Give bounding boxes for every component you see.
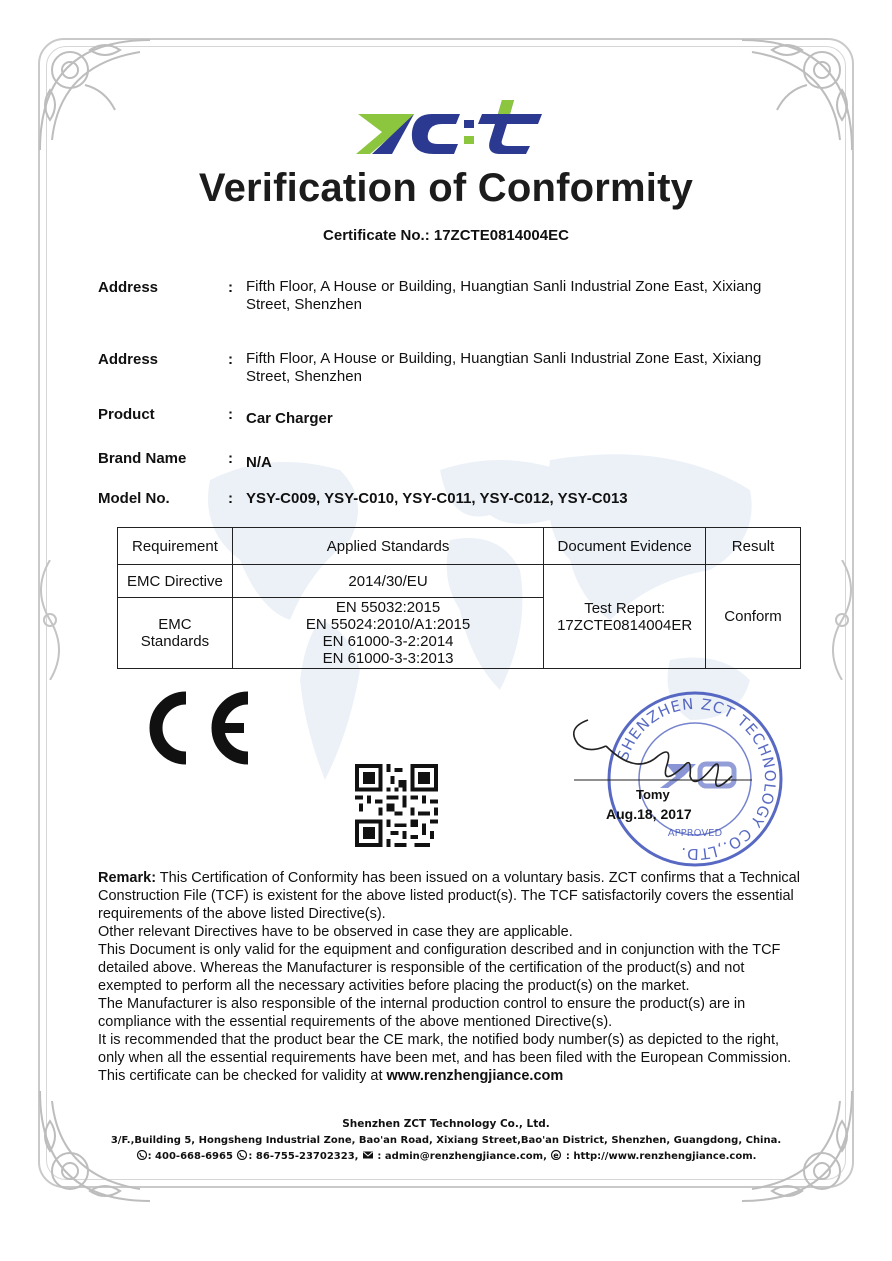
ce-mark-icon	[136, 690, 256, 766]
corner-ornament-icon	[30, 30, 160, 160]
standard-line: EN 61000-3-2:2014	[322, 633, 454, 650]
result-cell: Conform	[706, 565, 801, 669]
table-header-cell: Result	[706, 528, 801, 565]
field-label: Address	[98, 351, 159, 368]
remark-paragraph: This Document is only valid for the equipment and configuration described and in conjunction with the TCF detailed above. Whereas the Manufacturer is responsible of the certification of the product(s) and not exempted to perform all the necessary activities before placing the product(s) on the market.	[98, 942, 781, 994]
table-header-cell: Document Evidence	[544, 528, 706, 565]
footer-company-name: Shenzhen ZCT Technology Co., Ltd.	[342, 1118, 550, 1130]
side-ornament-icon	[30, 560, 70, 680]
remark-paragraph	[98, 869, 804, 923]
phone-icon	[136, 1150, 148, 1160]
requirement-line: EMC	[158, 616, 192, 633]
document-title: Verification of Conformity	[198, 166, 694, 210]
field-value: Car Charger	[246, 410, 333, 427]
field-value: Fifth Floor, A House or Building, Huangtian Sanli Industrial Zone East, Xixiang Street, Shenzhen	[246, 350, 762, 385]
evidence-report-number: 17ZCTE0814004ER	[557, 616, 693, 634]
field-label: Model No.	[98, 490, 170, 507]
stamp-text: SHENZHEN ZCT TECHNOLOGY CO.,LTD.	[613, 694, 780, 864]
evidence-label: Test Report:	[584, 599, 666, 617]
footer-tel: : 400-668-6965	[147, 1151, 233, 1162]
field-colon: :	[228, 351, 233, 368]
email-icon	[362, 1150, 374, 1160]
field-value: N/A	[246, 454, 272, 471]
svg-text:e: e	[553, 1151, 560, 1160]
standard-line: EN 55032:2015	[335, 599, 441, 616]
fax-icon	[236, 1150, 248, 1160]
field-colon: :	[228, 450, 233, 467]
field-label: Address	[98, 279, 159, 296]
document-evidence-cell	[544, 565, 706, 669]
remark-paragraph: The Manufacturer is also responsible of the internal production control to ensure the product(s) are in compliance with the essential requirements of the above mentioned Directive(s).	[98, 996, 746, 1030]
certificate-number-label: Certificate No.:	[323, 227, 430, 244]
table-cell	[118, 598, 233, 669]
certificate-number-value: 17ZCTE0814004EC	[433, 227, 569, 244]
table-header-cell: Requirement	[118, 528, 233, 565]
remark-paragraph: Other relevant Directives have to be observed in case they are applicable.	[98, 924, 573, 940]
field-colon: :	[228, 406, 233, 423]
remark-text: It is recommended that the product bear the CE mark, the notified body number(s) as depicted to the right, only when all the essential requirements have been met, and has been filed with the European Commission. This certificate can be checked for validity at	[98, 1032, 792, 1084]
table-cell: EMC Directive	[118, 565, 233, 598]
table-row	[118, 565, 801, 598]
signer-name: Tomy	[636, 787, 670, 802]
remark-label: Remark:	[98, 870, 157, 886]
website-link[interactable]: www.renzhengjiance.com	[386, 1068, 564, 1084]
signature-date: Aug.18, 2017	[606, 806, 692, 822]
standards-table	[117, 527, 801, 669]
qr-code-icon	[355, 764, 438, 847]
zct-logo	[352, 92, 547, 162]
field-label: Brand Name	[98, 450, 187, 467]
remark-text: This Certification of Conformity has been issued on a voluntary basis. ZCT confirms that a Technical Construction File (TCF) is existent for the above listed product(s). The TCF satisfactorily covers the essential requirements of the above listed Directive(s).	[98, 870, 800, 922]
corner-ornament-icon	[732, 1081, 862, 1211]
certificate-number	[0, 227, 892, 244]
requirement-line: Standards	[140, 633, 210, 650]
footer-contact-line	[0, 1150, 892, 1162]
web-icon	[550, 1150, 562, 1160]
field-label: Product	[98, 406, 155, 423]
field-colon: :	[228, 279, 233, 296]
footer-fax: : 86-755-23702323,	[248, 1151, 359, 1162]
field-colon: :	[228, 490, 233, 507]
remark-paragraph	[98, 1031, 804, 1085]
table-header-cell: Applied Standards	[232, 528, 543, 565]
side-ornament-icon	[822, 560, 862, 680]
table-header-row	[118, 528, 801, 565]
table-cell	[232, 598, 543, 669]
footer-web[interactable]: : http://www.renzhengjiance.com.	[562, 1151, 757, 1162]
corner-ornament-icon	[732, 30, 862, 160]
standard-line: EN 55024:2010/A1:2015	[305, 616, 471, 633]
footer-address: 3/F.,Building 5, Hongsheng Industrial Zone, Bao'an Road, Xixiang Street,Bao'an District, Shenzhen, Guangdong, China.	[110, 1135, 782, 1146]
field-value: Fifth Floor, A House or Building, Huangtian Sanli Industrial Zone East, Xixiang Street, Shenzhen	[246, 278, 762, 313]
standard-line: EN 61000-3-3:2013	[322, 650, 454, 667]
remark-section	[98, 869, 804, 1085]
footer-email[interactable]: : admin@renzhengjiance.com,	[373, 1151, 547, 1162]
field-value: YSY-C009, YSY-C010, YSY-C011, YSY-C012, YSY-C013	[246, 490, 628, 507]
corner-ornament-icon	[30, 1081, 160, 1211]
table-cell: 2014/30/EU	[232, 565, 543, 598]
stamp-sub-text: APPROVED	[667, 828, 723, 839]
